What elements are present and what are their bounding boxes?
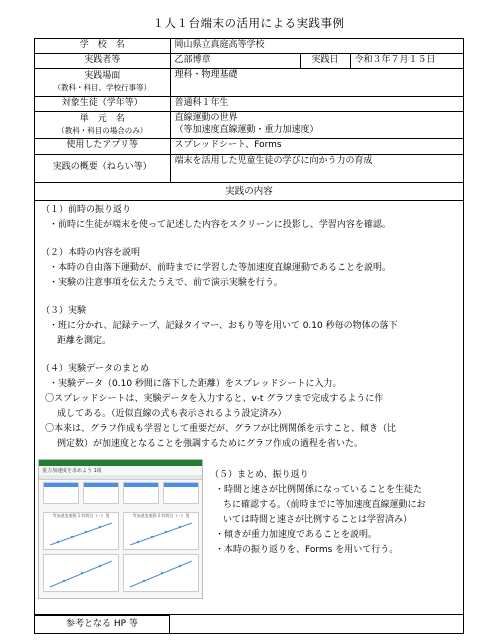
target-label: 対象生徒（学年等） (35, 96, 170, 111)
unit-sub: （教科・科目の場合のみ） (57, 125, 148, 135)
practice-sheet (34, 38, 464, 634)
aim-value: 端末を活用した児童生徒の学びに向かう力の育成 (170, 154, 463, 182)
step-1-heading: （１）前時の振り返り (41, 204, 132, 215)
vt-plot-4 (123, 554, 199, 592)
page-title: １人１台端末の活用による実践事例 (152, 16, 345, 30)
scene-cell (35, 68, 170, 96)
step-5-text-3: いては時間と速さが比例することは学習済み） (223, 514, 413, 525)
unit-label: 単 元 名 (79, 113, 125, 124)
school-value: 岡山県立真庭高等学校 (170, 39, 463, 53)
step-2-text-2: ・実験の注意事項を伝えたうえで、前で演示実験を行う。 (49, 277, 283, 288)
unit-value-main: 直線運動の世界 (174, 113, 238, 123)
step-5-text-4: ・傾きが重力加速度であることを説明。 (215, 529, 378, 540)
unit-value-sub: （等加速度直線運動・重力加速度） (174, 124, 319, 135)
teacher-label: 実践者等 (35, 53, 170, 68)
scene-sub: （教科・科目、学校行事等） (53, 83, 151, 93)
step-5-heading: （５）まとめ、振り返り (210, 469, 309, 480)
step-4-text-3: 成してある。（近似直線の式も表示されるよう設定済み） (57, 408, 287, 419)
vt-plot-2-title: 等加速度運動 2 時間目 ｖ-ｔ 図 (132, 512, 190, 518)
screenshot-caption: 重力加速度を求めよう 1組 (42, 467, 102, 474)
date-label: 実践日 (300, 53, 350, 68)
teacher-value: 乙部博章 (170, 53, 300, 68)
spreadsheet-screenshot (38, 459, 203, 599)
step-5-text-2: ちに確認する。（前時までに等加速度直線運動にお (223, 499, 426, 510)
school-label: 学 校 名 (35, 39, 170, 53)
vt-plot-2-svg (124, 519, 198, 549)
step-1-text: ・前時に生徒が端末を使って記述した内容をスクリーンに投影し、学習内容を確認。 (49, 219, 391, 230)
step-3-text-2: 距離を測定。 (57, 335, 112, 346)
data-table-3 (123, 482, 159, 504)
vt-plot-4-svg (124, 555, 198, 591)
step-5-text-5: ・本時の振り返りを、Forms を用いて行う。 (215, 544, 399, 555)
vt-plot-3-svg (44, 555, 118, 591)
reference-hp-label: 参考となる HP 等 (35, 615, 170, 633)
step-3-heading: （３）実験 (41, 305, 87, 316)
step-4-text-5: 例定数）が加速度となることを強調するためにグラフ作成の過程を省いた。 (57, 438, 364, 449)
content-heading: 実践の内容 (35, 183, 463, 201)
step-5-text-1: ・時間と速さが比例関係になっていることを生徒た (215, 484, 423, 495)
aim-label: 実践の概要（ねらい等） (35, 154, 170, 182)
unit-value-cell (170, 111, 463, 138)
scene-label: 実践場面 (84, 71, 121, 82)
data-table-2 (83, 482, 119, 504)
step-2-heading: （２）本時の内容を説明 (41, 247, 141, 258)
unit-cell (35, 111, 170, 138)
data-table-1 (43, 482, 79, 504)
vt-plot-3 (43, 554, 119, 592)
target-value: 普通科１年生 (170, 96, 463, 111)
step-4-text-4: 〇本来は、グラフ作成も学習として重要だが、グラフが比例関係を示すこと、傾き（比 (45, 423, 397, 434)
step-4-text-1: ・実験データ（0.10 秒間に落下した距離）をスプレッドシートに入力。 (49, 378, 342, 389)
data-table-4 (163, 482, 199, 504)
date-value: 令和３年７月１５日 (350, 53, 463, 68)
step-4-heading: （４）実験データのまとめ (41, 363, 150, 374)
screenshot-toolbar (39, 475, 202, 480)
step-4-text-2: 〇スプレッドシートは、実験データを入力すると、v-t グラフまで完成するように作 (45, 393, 384, 404)
vt-plot-1-title: 等加速度運動 1 時間目 ｖ-ｔ 図 (52, 512, 110, 518)
scene-value: 理科・物理基礎 (170, 68, 463, 96)
vt-plot-1-svg (44, 519, 118, 549)
step-3-text-1: ・班に分かれ、記録テープ、記録タイマー、おもり等を用いて 0.10 秒毎の物体の落下 (49, 320, 398, 331)
vt-plot-1 (43, 512, 119, 550)
meta-table (35, 39, 463, 183)
content-area (35, 201, 463, 641)
vt-plot-2 (123, 512, 199, 550)
step-2-text-1: ・本時の自由落下運動が、前時までに学習した等加速度直線運動であることを説明。 (49, 262, 392, 273)
apps-value: スプレッドシート、Forms (170, 138, 463, 154)
apps-label: 使用したアプリ等 (35, 138, 170, 154)
